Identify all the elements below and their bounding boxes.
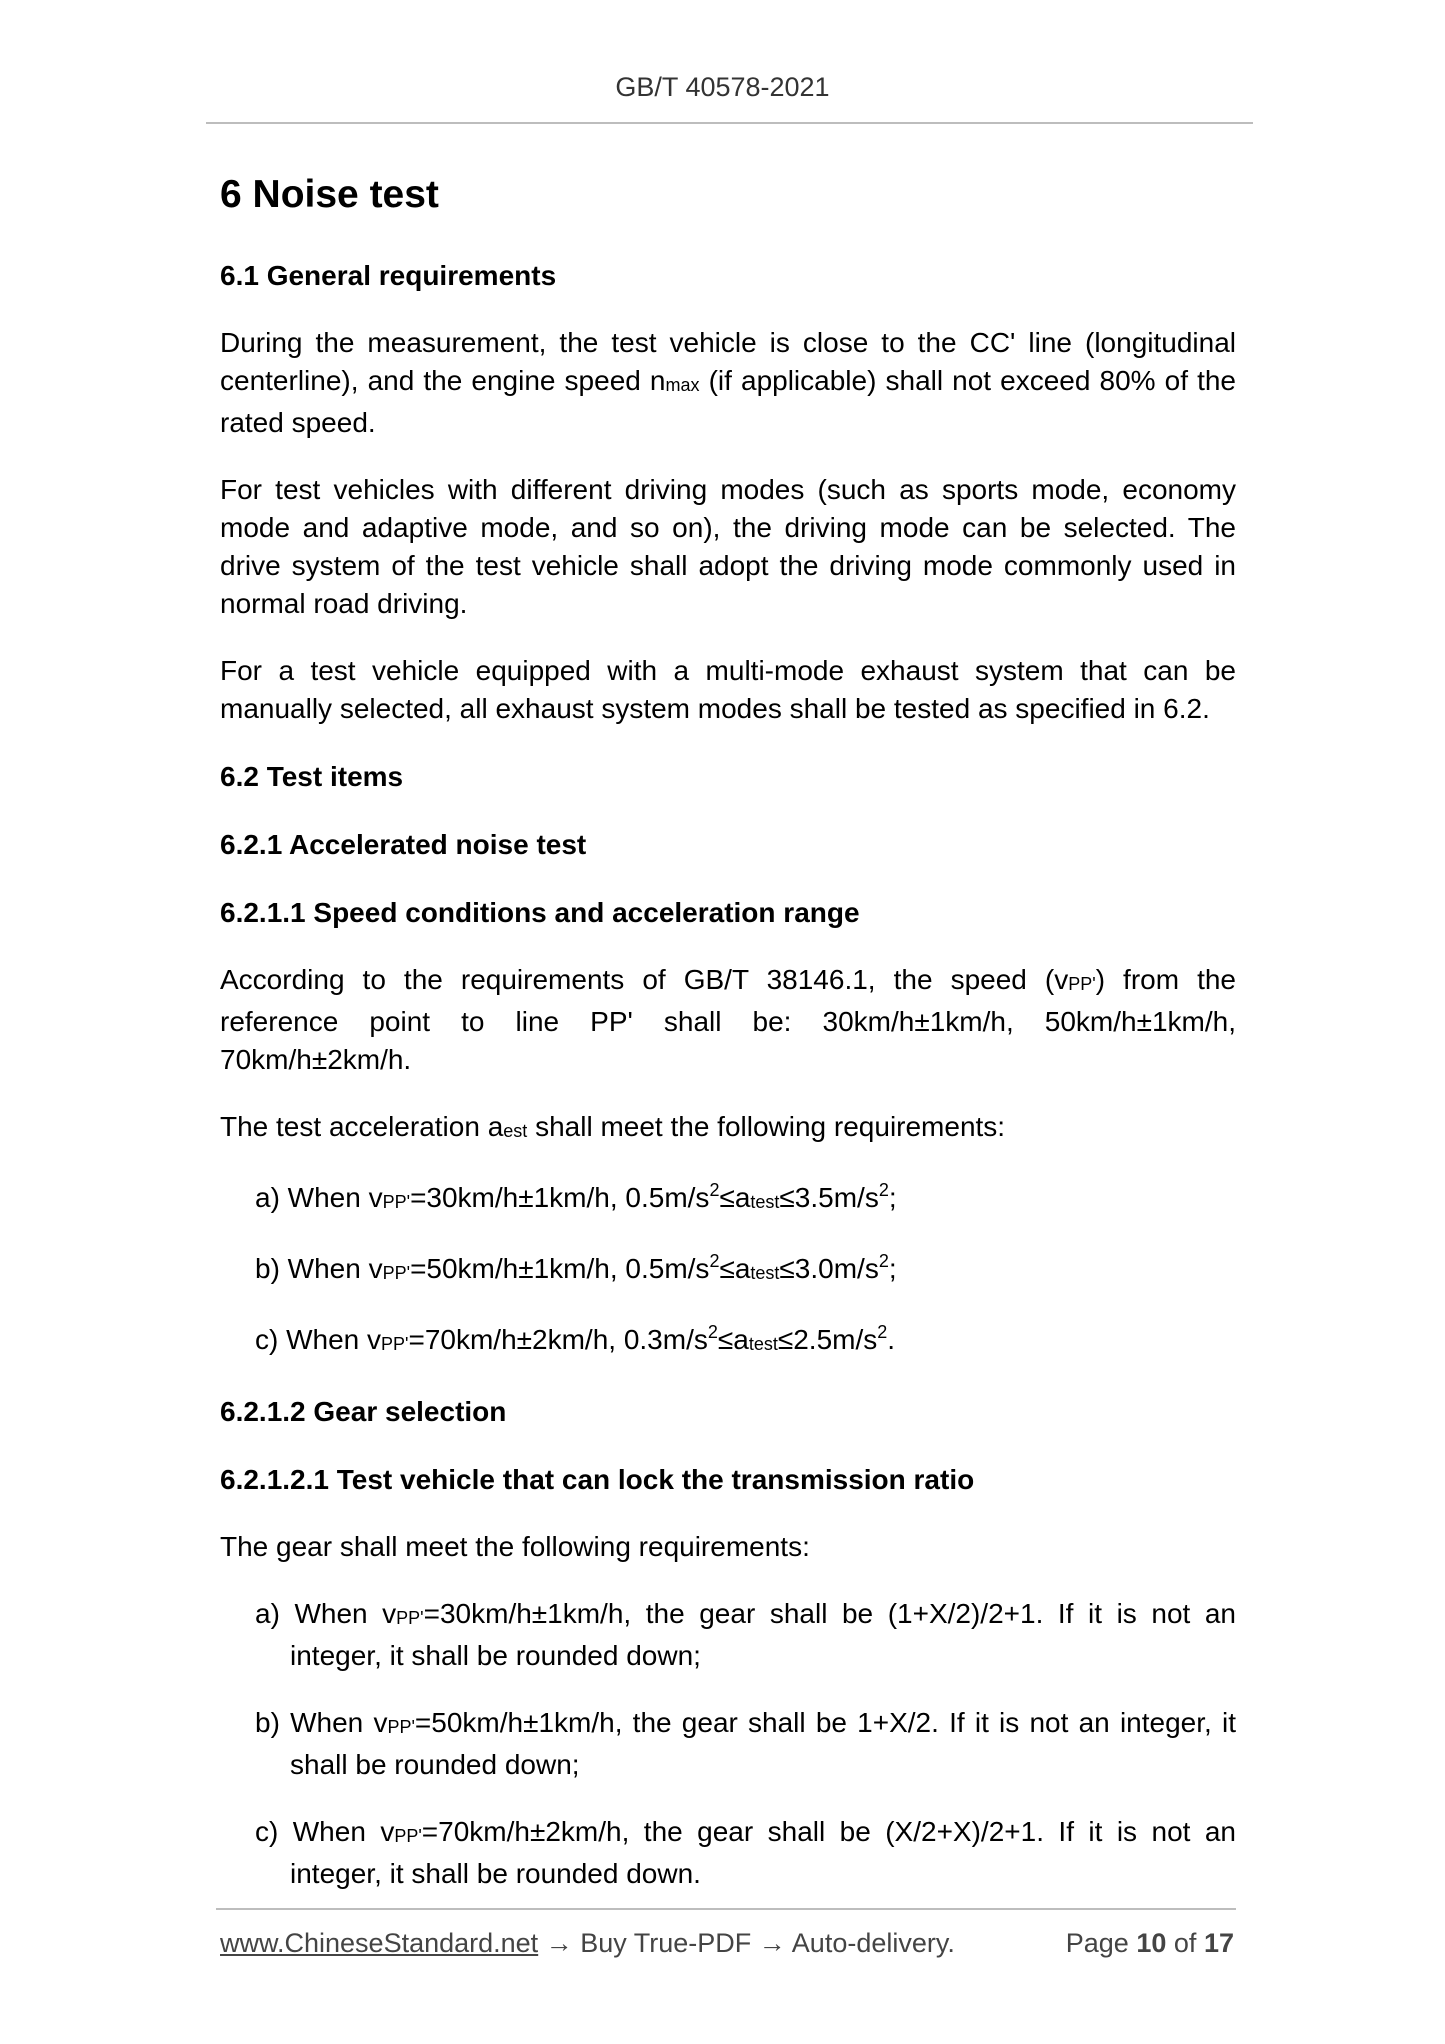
section-6-2-title: 6.2 Test items xyxy=(220,761,404,792)
paragraph-6-1-driving-modes: For test vehicles with different driving modes (such as sports mode, economy mode and adaptive mode, and so on), the driving mode can be selected. The drive system of the test vehicle shall adopt the driving mode commonly used in normal road driving. xyxy=(220,474,1236,619)
paragraph-speed-requirements: According to the requirements of GB/T 38146.1, the speed $(v_{PP'})$ from the reference point to line PP' shall be: 30km/h±1km/h, 50km/h±1km/h, 70km/h±2km/h. xyxy=(220,964,1237,1075)
page-footer xyxy=(220,1928,1234,1959)
header-divider xyxy=(206,122,1253,124)
total-page-count: 17 xyxy=(1203,1928,1234,1958)
section-6-title: 6 Noise test xyxy=(220,173,439,216)
section-6-1-title: 6.1 General requirements xyxy=(220,260,557,291)
section-6-2-1-title: 6.2.1 Accelerated noise test xyxy=(220,829,587,860)
buy-true-pdf-text: Buy True-PDF xyxy=(580,1928,752,1958)
list-item: b) When $v_{PP'}=50km/h\pm 1km/h$, the gear shall be 1+X/2. If it is not an integer, it shall be rounded down; xyxy=(255,1707,1236,1780)
list-item: c) When $v_{PP'}=70km/h\pm 2km/h$, $0.3m/s^2\le a_{test}\le 2.5m/s^2$. xyxy=(255,1322,896,1355)
chinese-standard-link[interactable]: www.ChineseStandard.net xyxy=(220,1928,539,1958)
paragraph-gear-intro: The gear shall meet the following requirements: xyxy=(220,1531,810,1562)
paragraph-6-1-engine-speed: During the measurement, the test vehicle is close to the CC' line (longitudinal centerline), and the engine speed $n_{max}$ (if applicable) shall not exceed 80% of the rated speed. xyxy=(220,327,1237,438)
paragraph-acceleration-intro: The test acceleration $a_{est}$ shall meet the following requirements: xyxy=(220,1111,1006,1142)
list-item: b) When $v_{PP'}=50km/h\pm 1km/h$, $0.5m/s^2\le a_{test}\le 3.0m/s^2$; xyxy=(255,1251,897,1284)
arrow-right-icon: → xyxy=(545,1928,573,1958)
list-item: a) When $v_{PP'}=30km/h\pm 1km/h$, the gear shall be (1+X/2)/2+1. If it is not an integer, it shall be rounded down; xyxy=(255,1598,1236,1671)
paragraph-6-1-exhaust-modes: For a test vehicle equipped with a multi-mode exhaust system that can be manually selected, all exhaust system modes shall be tested as specified in 6.2. xyxy=(220,655,1236,724)
list-item: a) When $v_{PP'}=30km/h\pm 1km/h$, $0.5m/s^2\le a_{test}\le 3.5m/s^2$; xyxy=(255,1180,897,1213)
auto-delivery-text: Auto-delivery. xyxy=(791,1928,955,1958)
section-6-2-1-2-1-title: 6.2.1.2.1 Test vehicle that can lock the transmission ratio xyxy=(220,1464,975,1495)
arrow-right-icon: → xyxy=(758,1928,786,1958)
section-6-2-1-1-title: 6.2.1.1 Speed conditions and acceleration range xyxy=(220,897,860,928)
section-6-2-1-2-title: 6.2.1.2 Gear selection xyxy=(220,1396,507,1427)
list-item: c) When $v_{PP'}=70km/h\pm 2km/h$, the gear shall be (X/2+X)/2+1. If it is not an integer, it shall be rounded down. xyxy=(255,1816,1236,1889)
page-indicator: Page 10 of 17 xyxy=(1065,1928,1234,1958)
page-content xyxy=(220,168,1236,1922)
footer-divider xyxy=(216,1908,1236,1910)
document-id: GB/T 40578-2021 xyxy=(615,72,830,102)
current-page-number: 10 xyxy=(1136,1928,1167,1958)
